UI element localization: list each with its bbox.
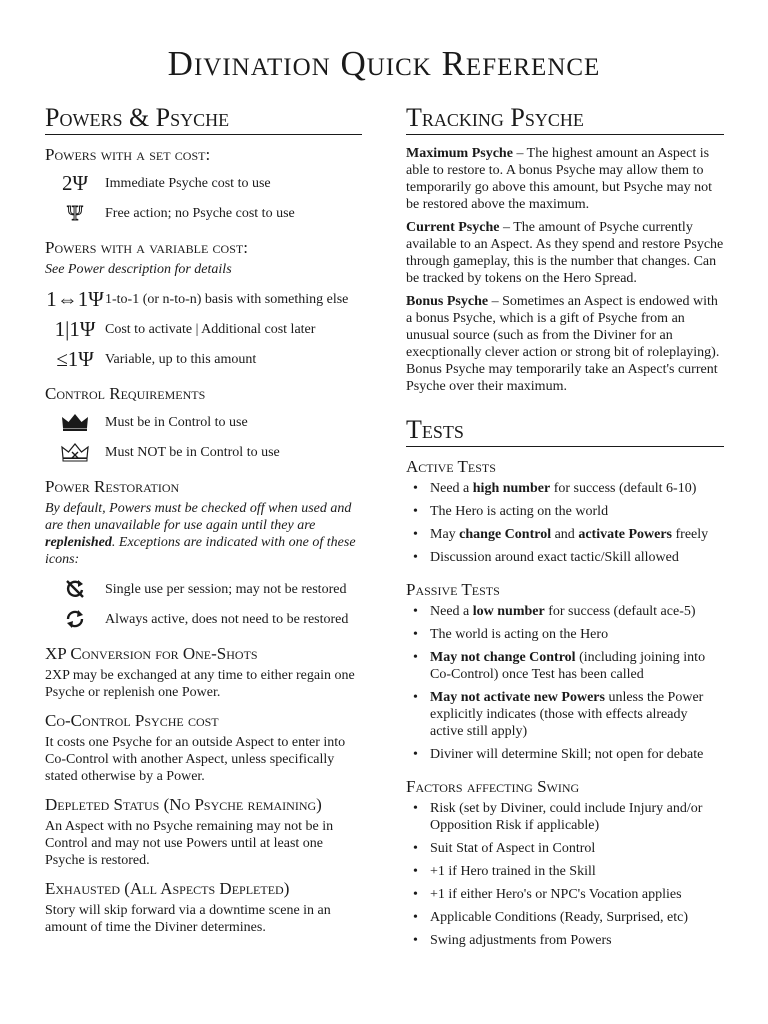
exhausted-heading: Exhausted (All Aspects Depleted) (45, 879, 290, 898)
active-b3c: and (551, 527, 579, 542)
exhausted-section (45, 879, 362, 936)
passive-b3b: (including joining into Co-Control) once Test has been called (430, 650, 706, 682)
restoration-section (45, 477, 362, 634)
variable-cost-note: See Power description for details (45, 262, 232, 277)
control-section (45, 384, 362, 467)
list-item (406, 603, 724, 620)
restoration-note-b: . Exceptions are indicated with one of these icons: (45, 535, 356, 567)
restoration-row-2-text: Always active, does not need to be restored (105, 611, 349, 627)
restoration-note-a: By default, Powers must be checked off when used and are then unavailable for use again until they are (45, 501, 352, 533)
psyche-cost-2-icon: 2Ψ (62, 171, 88, 195)
passive-b3a: May not change Control (430, 650, 576, 665)
active-b3a: May (430, 527, 460, 542)
always-active-icon (45, 608, 105, 630)
psyche-up-to-icon: ≤1Ψ (56, 347, 94, 371)
set-cost-row-1-text: Immediate Psyche cost to use (105, 175, 271, 191)
passive-tests-section (406, 580, 724, 763)
active-tests-section (406, 457, 724, 566)
bonus-psyche-desc: – Sometimes an Aspect is endowed with a bonus Psyche, which is a gift of Psyche from an unusual source (such as from the Diviner for an execptionally clever action or strong bit of roleplaying). Bonus Psyche may temporarily take an Aspect's current Psyche over their maximum. (406, 294, 720, 394)
active-b1c: for success (default 6-10) (550, 481, 697, 496)
variable-cost-row-2 (45, 314, 362, 344)
psyche-free-icon: Ψ (67, 201, 83, 225)
depleted-text: An Aspect with no Psyche remaining may not be in Control and may not use Powers until at least one Psyche is restored. (45, 819, 334, 868)
cocontrol-section (45, 711, 362, 785)
crown-icon (45, 413, 105, 431)
depleted-heading: Depleted Status (No Psyche remaining) (45, 795, 322, 814)
variable-cost-section (45, 238, 362, 374)
list-item: • Risk (set by Diviner, could include Injury and/or Opposition Risk if applicable) (406, 800, 724, 834)
variable-cost-row-1 (45, 284, 362, 314)
swing-section (406, 777, 724, 949)
cocontrol-text: It costs one Psyche for an outside Aspect to enter into Co-Control with another Aspect, unless specifically stated otherwise by a Power. (45, 735, 346, 784)
list-item (406, 526, 724, 543)
list-item (406, 480, 724, 497)
passive-tests-list (406, 603, 724, 763)
active-tests-list (406, 480, 724, 566)
variable-cost-row-2-text: Cost to activate | Additional cost later (105, 321, 316, 337)
no-refresh-icon (45, 578, 105, 600)
set-cost-section (45, 145, 362, 228)
passive-tests-heading: Passive Tests (406, 580, 500, 599)
current-psyche-item (406, 219, 724, 287)
psyche-ratio-icon: 1⇔1Ψ (46, 287, 104, 311)
control-row-2 (45, 437, 362, 467)
active-tests-heading: Active Tests (406, 457, 496, 476)
list-item: • Applicable Conditions (Ready, Surprised, etc) (406, 909, 724, 926)
set-cost-row-2 (45, 198, 362, 228)
restoration-row-1-text: Single use per session; may not be restored (105, 581, 347, 597)
bonus-psyche-term: Bonus Psyche (406, 294, 489, 309)
tests-heading: Tests (406, 415, 724, 447)
maximum-psyche-term: Maximum Psyche (406, 146, 513, 161)
psyche-split-icon: 1|1Ψ (54, 317, 96, 341)
active-b1a: Need a (430, 481, 473, 496)
current-psyche-desc: – The amount of Psyche currently available to an Aspect. As they spend and restore Psyche through gameplay, this is the number that changes. Can be tracked by tokens on the Hero Spread. (406, 220, 724, 286)
active-b3e: freely (672, 527, 709, 542)
restoration-row-1 (45, 574, 362, 604)
control-row-1-text: Must be in Control to use (105, 414, 248, 430)
list-item: • Diviner will determine Skill; not open for debate (406, 746, 724, 763)
bonus-psyche-item (406, 293, 724, 395)
list-item: • +1 if either Hero's or NPC's Vocation applies (406, 886, 724, 903)
swing-list (406, 800, 724, 949)
variable-cost-heading: Powers with a variable cost: (45, 238, 248, 257)
left-column (45, 103, 362, 946)
tracking-psyche-heading: Tracking Psyche (406, 103, 724, 135)
list-item: • +1 if Hero trained in the Skill (406, 863, 724, 880)
active-b3b: change Control (459, 527, 552, 542)
crown-crossed-icon (45, 442, 105, 462)
list-item: • Swing adjustments from Powers (406, 932, 724, 949)
swing-heading: Factors affecting Swing (406, 777, 580, 796)
passive-b1c: for success (default ace-5) (544, 604, 696, 619)
xp-section (45, 644, 362, 701)
maximum-psyche-item (406, 145, 724, 213)
cocontrol-heading: Co-Control Psyche cost (45, 711, 219, 730)
restoration-heading: Power Restoration (45, 477, 180, 496)
list-item (406, 649, 724, 683)
replenished-term: replenished (45, 535, 112, 550)
control-row-1 (45, 407, 362, 437)
set-cost-row-1 (45, 168, 362, 198)
passive-b4a: May not activate new Powers (430, 690, 605, 705)
list-item (406, 689, 724, 740)
passive-b1b: low number (472, 604, 545, 619)
xp-text: 2XP may be exchanged at any time to either regain one Psyche or replenish one Power. (45, 668, 355, 700)
exhausted-text: Story will skip forward via a downtime scene in an amount of time the Diviner determines. (45, 903, 331, 935)
passive-b1a: Need a (430, 604, 473, 619)
control-row-2-text: Must NOT be in Control to use (105, 444, 280, 460)
xp-heading: XP Conversion for One-Shots (45, 644, 258, 663)
active-b3d: activate Powers (578, 527, 672, 542)
variable-cost-row-1-text: 1-to-1 (or n-to-n) basis with something else (105, 291, 349, 307)
current-psyche-term: Current Psyche (406, 220, 500, 235)
variable-cost-row-3 (45, 344, 362, 374)
variable-cost-row-3-text: Variable, up to this amount (105, 351, 257, 367)
list-item: • The Hero is acting on the world (406, 503, 724, 520)
set-cost-row-2-text: Free action; no Psyche cost to use (105, 205, 295, 221)
depleted-section (45, 795, 362, 869)
control-heading: Control Requirements (45, 384, 206, 403)
page-title: Divination Quick Reference (167, 44, 601, 83)
set-cost-heading: Powers with a set cost: (45, 145, 211, 164)
powers-psyche-heading: Powers & Psyche (45, 103, 362, 135)
active-b1b: high number (472, 481, 551, 496)
restoration-note (45, 500, 362, 568)
passive-b4b: unless the Power explicitly indicates (those with effects already active still apply) (430, 690, 704, 739)
tracking-list (406, 145, 724, 395)
restoration-row-2 (45, 604, 362, 634)
list-item: • The world is acting on the Hero (406, 626, 724, 643)
list-item: • Suit Stat of Aspect in Control (406, 840, 724, 857)
list-item: • Discussion around exact tactic/Skill allowed (406, 549, 724, 566)
right-column (406, 103, 724, 959)
maximum-psyche-desc: – The highest amount an Aspect is able to restore to. A bonus Psyche may allow them to temporarily go above this amount, but Psyche may not be restored above the maximum. (406, 146, 713, 212)
